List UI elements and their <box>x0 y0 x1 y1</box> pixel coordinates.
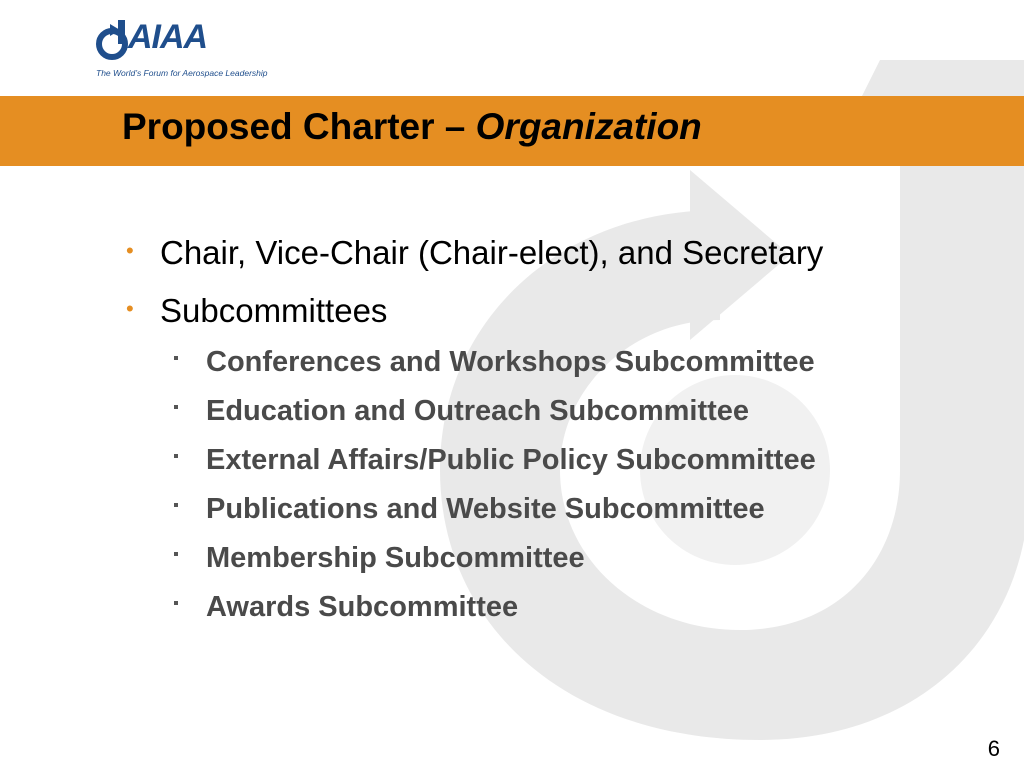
list-item-text: Subcommittees <box>160 292 388 329</box>
sub-list-item <box>126 346 1006 395</box>
sub-list-item-text: Conferences and Workshops Subcommittee <box>206 346 815 378</box>
square-bullet-icon <box>174 356 178 360</box>
sub-list-item <box>126 542 1006 591</box>
aiaa-logo-emblem-icon <box>96 18 132 62</box>
square-bullet-icon <box>174 552 178 556</box>
sub-list-item <box>126 493 1006 542</box>
sub-list-item-text: Awards Subcommittee <box>206 591 519 623</box>
sub-list-item-text: Education and Outreach Subcommittee <box>206 395 750 427</box>
square-bullet-icon <box>174 503 178 507</box>
bullet-dot-icon: • <box>126 296 134 321</box>
logo-wordmark: AIAA <box>128 18 208 56</box>
slide-title-emphasis: Organization <box>475 106 702 147</box>
bullet-list <box>126 234 1006 640</box>
bullet-dot-icon: • <box>126 238 134 263</box>
sub-list-item <box>126 444 1006 493</box>
sub-list-item <box>126 591 1006 640</box>
sub-list-item-text: Membership Subcommittee <box>206 542 585 574</box>
list-item-text: Chair, Vice-Chair (Chair-elect), and Secretary <box>160 234 824 271</box>
list-item <box>126 234 1006 292</box>
page-number: 6 <box>987 736 1000 761</box>
sub-list-item <box>126 395 1006 444</box>
slide-title <box>122 106 702 148</box>
list-item <box>126 292 1006 350</box>
square-bullet-icon <box>174 405 178 409</box>
aiaa-logo <box>96 14 268 80</box>
subcommittee-list <box>126 346 1006 640</box>
sub-list-item-text: External Affairs/Public Policy Subcommittee <box>206 444 816 476</box>
sub-list-item-text: Publications and Website Subcommittee <box>206 493 765 525</box>
slide-title-main: Proposed Charter – <box>122 106 466 147</box>
logo-tagline: The World’s Forum for Aerospace Leadership <box>96 68 268 78</box>
square-bullet-icon <box>174 454 178 458</box>
square-bullet-icon <box>174 601 178 605</box>
